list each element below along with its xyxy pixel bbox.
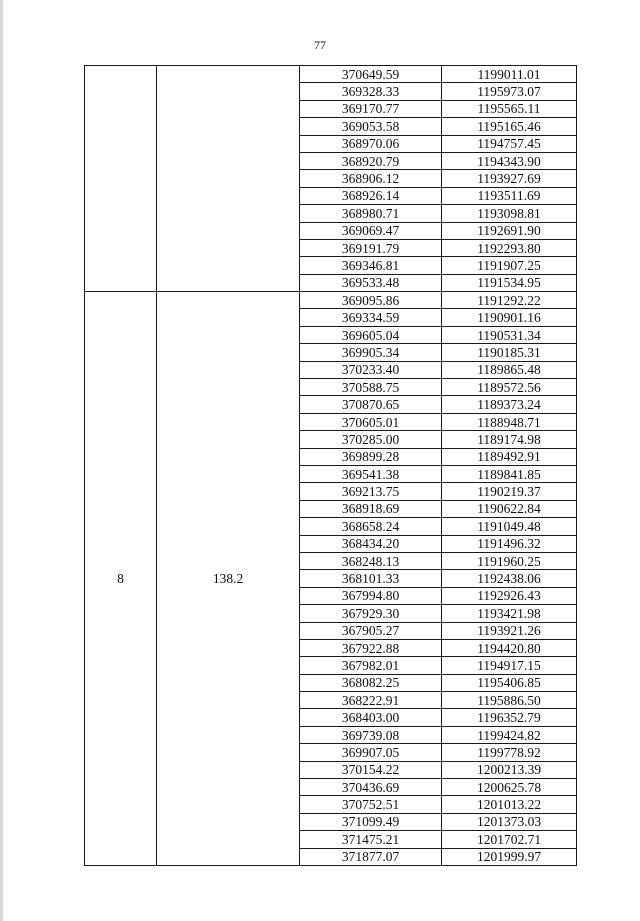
x-coordinate-cell: 370436.69 bbox=[300, 779, 442, 796]
table-row bbox=[85, 292, 577, 309]
x-coordinate-cell: 368403.00 bbox=[300, 709, 442, 726]
y-coordinate-cell: 1190185.31 bbox=[442, 344, 577, 361]
y-coordinate-cell: 1199424.82 bbox=[442, 726, 577, 743]
x-coordinate-cell: 369328.33 bbox=[300, 83, 442, 100]
y-coordinate-cell: 1191496.32 bbox=[442, 535, 577, 552]
coordinates-table bbox=[84, 65, 577, 866]
y-coordinate-cell: 1191292.22 bbox=[442, 292, 577, 309]
y-coordinate-cell: 1199778.92 bbox=[442, 744, 577, 761]
plot-number-cell: 8 bbox=[85, 292, 157, 866]
scan-edge bbox=[0, 0, 3, 921]
x-coordinate-cell: 368222.91 bbox=[300, 692, 442, 709]
y-coordinate-cell: 1189492.91 bbox=[442, 448, 577, 465]
x-coordinate-cell: 369213.75 bbox=[300, 483, 442, 500]
x-coordinate-cell: 369533.48 bbox=[300, 274, 442, 291]
y-coordinate-cell: 1195406.85 bbox=[442, 674, 577, 691]
y-coordinate-cell: 1201999.97 bbox=[442, 848, 577, 865]
y-coordinate-cell: 1194917.15 bbox=[442, 657, 577, 674]
y-coordinate-cell: 1199011.01 bbox=[442, 66, 577, 83]
x-coordinate-cell: 370649.59 bbox=[300, 66, 442, 83]
x-coordinate-cell: 369739.08 bbox=[300, 726, 442, 743]
x-coordinate-cell: 370605.01 bbox=[300, 413, 442, 430]
y-coordinate-cell: 1192293.80 bbox=[442, 239, 577, 256]
y-coordinate-cell: 1193511.69 bbox=[442, 187, 577, 204]
y-coordinate-cell: 1190901.16 bbox=[442, 309, 577, 326]
x-coordinate-cell: 368658.24 bbox=[300, 518, 442, 535]
x-coordinate-cell: 368918.69 bbox=[300, 500, 442, 517]
x-coordinate-cell: 370233.40 bbox=[300, 361, 442, 378]
y-coordinate-cell: 1189841.85 bbox=[442, 465, 577, 482]
y-coordinate-cell: 1192438.06 bbox=[442, 570, 577, 587]
x-coordinate-cell: 368906.12 bbox=[300, 170, 442, 187]
y-coordinate-cell: 1189572.56 bbox=[442, 379, 577, 396]
y-coordinate-cell: 1201373.03 bbox=[442, 813, 577, 830]
x-coordinate-cell: 370285.00 bbox=[300, 431, 442, 448]
y-coordinate-cell: 1191907.25 bbox=[442, 257, 577, 274]
x-coordinate-cell: 368920.79 bbox=[300, 152, 442, 169]
y-coordinate-cell: 1190622.84 bbox=[442, 500, 577, 517]
area-cell: 138.2 bbox=[157, 292, 300, 866]
y-coordinate-cell: 1189373.24 bbox=[442, 396, 577, 413]
y-coordinate-cell: 1193098.81 bbox=[442, 205, 577, 222]
y-coordinate-cell: 1195973.07 bbox=[442, 83, 577, 100]
x-coordinate-cell: 369170.77 bbox=[300, 100, 442, 117]
y-coordinate-cell: 1194757.45 bbox=[442, 135, 577, 152]
x-coordinate-cell: 367922.88 bbox=[300, 639, 442, 656]
y-coordinate-cell: 1194343.90 bbox=[442, 152, 577, 169]
page-number: 77 bbox=[314, 38, 326, 52]
y-coordinate-cell: 1195565.11 bbox=[442, 100, 577, 117]
plot-number-cell bbox=[85, 66, 157, 292]
x-coordinate-cell: 371099.49 bbox=[300, 813, 442, 830]
y-coordinate-cell: 1189174.98 bbox=[442, 431, 577, 448]
x-coordinate-cell: 368082.25 bbox=[300, 674, 442, 691]
y-coordinate-cell: 1193927.69 bbox=[442, 170, 577, 187]
x-coordinate-cell: 369899.28 bbox=[300, 448, 442, 465]
y-coordinate-cell: 1201702.71 bbox=[442, 831, 577, 848]
x-coordinate-cell: 370154.22 bbox=[300, 761, 442, 778]
y-coordinate-cell: 1195165.46 bbox=[442, 118, 577, 135]
y-coordinate-cell: 1191960.25 bbox=[442, 552, 577, 569]
table-row bbox=[85, 66, 577, 83]
x-coordinate-cell: 369605.04 bbox=[300, 326, 442, 343]
x-coordinate-cell: 367982.01 bbox=[300, 657, 442, 674]
y-coordinate-cell: 1196352.79 bbox=[442, 709, 577, 726]
y-coordinate-cell: 1200625.78 bbox=[442, 779, 577, 796]
x-coordinate-cell: 368970.06 bbox=[300, 135, 442, 152]
x-coordinate-cell: 371475.21 bbox=[300, 831, 442, 848]
x-coordinate-cell: 368248.13 bbox=[300, 552, 442, 569]
y-coordinate-cell: 1195886.50 bbox=[442, 692, 577, 709]
x-coordinate-cell: 368101.33 bbox=[300, 570, 442, 587]
x-coordinate-cell: 369095.86 bbox=[300, 292, 442, 309]
y-coordinate-cell: 1190219.37 bbox=[442, 483, 577, 500]
x-coordinate-cell: 367994.80 bbox=[300, 587, 442, 604]
x-coordinate-cell: 369541.38 bbox=[300, 465, 442, 482]
y-coordinate-cell: 1201013.22 bbox=[442, 796, 577, 813]
y-coordinate-cell: 1191534.95 bbox=[442, 274, 577, 291]
y-coordinate-cell: 1191049.48 bbox=[442, 518, 577, 535]
x-coordinate-cell: 368434.20 bbox=[300, 535, 442, 552]
x-coordinate-cell: 370752.51 bbox=[300, 796, 442, 813]
y-coordinate-cell: 1192926.43 bbox=[442, 587, 577, 604]
area-cell bbox=[157, 66, 300, 292]
y-coordinate-cell: 1200213.39 bbox=[442, 761, 577, 778]
x-coordinate-cell: 369346.81 bbox=[300, 257, 442, 274]
coordinates-table-body bbox=[85, 66, 577, 866]
x-coordinate-cell: 367905.27 bbox=[300, 622, 442, 639]
y-coordinate-cell: 1190531.34 bbox=[442, 326, 577, 343]
y-coordinate-cell: 1192691.90 bbox=[442, 222, 577, 239]
x-coordinate-cell: 368980.71 bbox=[300, 205, 442, 222]
y-coordinate-cell: 1193921.26 bbox=[442, 622, 577, 639]
x-coordinate-cell: 369907.05 bbox=[300, 744, 442, 761]
x-coordinate-cell: 369069.47 bbox=[300, 222, 442, 239]
x-coordinate-cell: 368926.14 bbox=[300, 187, 442, 204]
x-coordinate-cell: 369905.34 bbox=[300, 344, 442, 361]
y-coordinate-cell: 1194420.80 bbox=[442, 639, 577, 656]
y-coordinate-cell: 1189865.48 bbox=[442, 361, 577, 378]
y-coordinate-cell: 1188948.71 bbox=[442, 413, 577, 430]
x-coordinate-cell: 369053.58 bbox=[300, 118, 442, 135]
x-coordinate-cell: 367929.30 bbox=[300, 605, 442, 622]
x-coordinate-cell: 371877.07 bbox=[300, 848, 442, 865]
x-coordinate-cell: 370588.75 bbox=[300, 379, 442, 396]
x-coordinate-cell: 370870.65 bbox=[300, 396, 442, 413]
x-coordinate-cell: 369191.79 bbox=[300, 239, 442, 256]
y-coordinate-cell: 1193421.98 bbox=[442, 605, 577, 622]
x-coordinate-cell: 369334.59 bbox=[300, 309, 442, 326]
